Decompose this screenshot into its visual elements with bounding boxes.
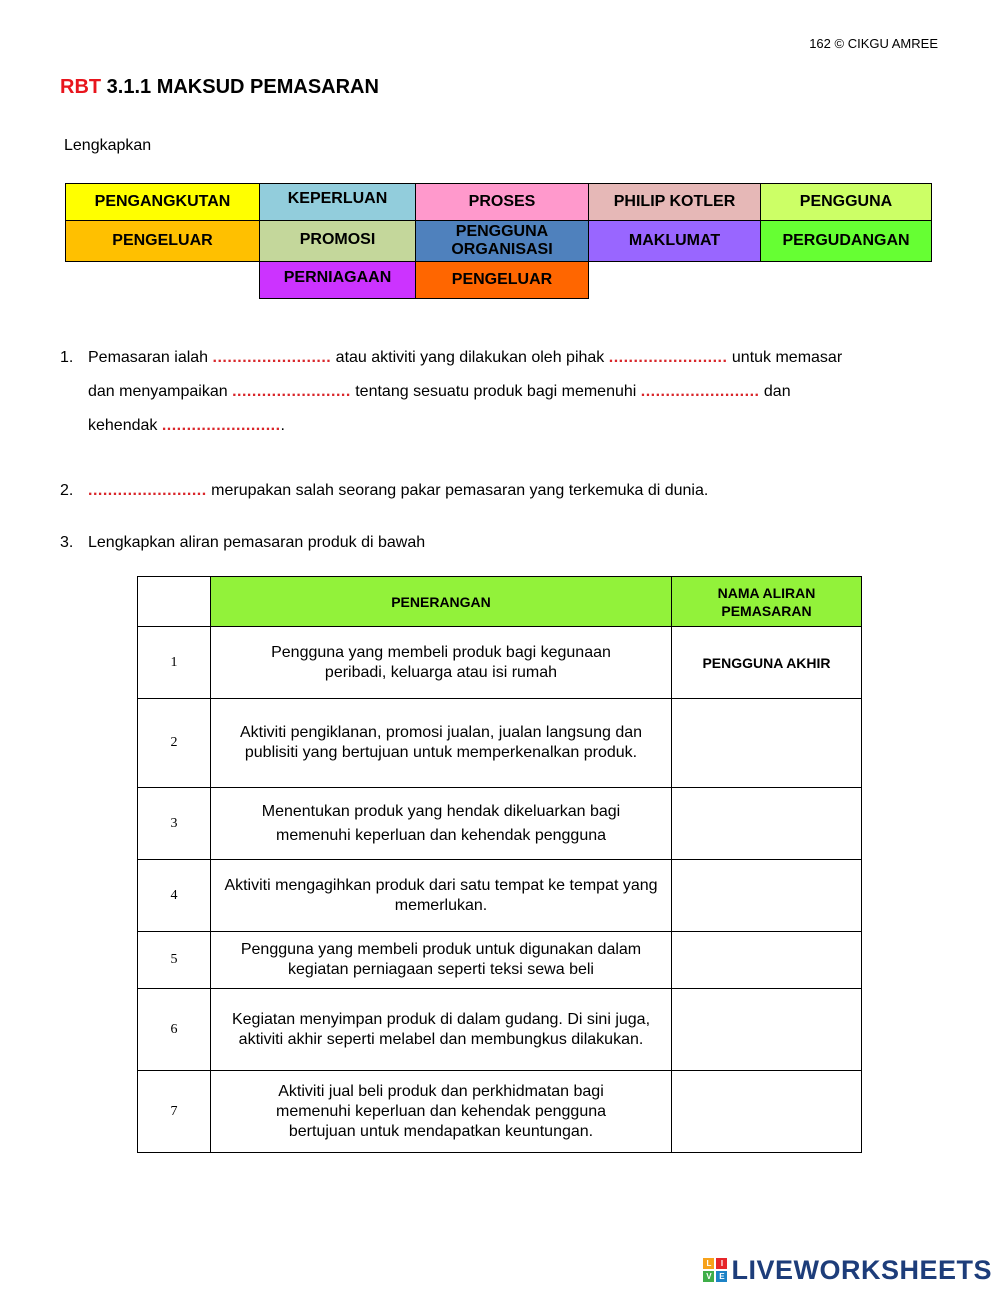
page-title xyxy=(60,76,379,99)
row-answer[interactable] xyxy=(672,932,862,989)
header-flow-name: NAMA ALIRAN PEMASARAN xyxy=(672,577,862,627)
word-bank-item[interactable]: PROSES xyxy=(415,183,589,221)
table-row xyxy=(138,860,862,932)
logo-letter: E xyxy=(716,1271,727,1282)
word-bank-item[interactable]: PENGGUNA xyxy=(760,183,932,221)
word-bank-item[interactable]: PERNIAGAAN xyxy=(259,261,416,299)
logo-letter: I xyxy=(716,1258,727,1269)
q2-text: merupakan salah seorang pakar pemasaran yang terkemuka di dunia. xyxy=(211,482,709,499)
row-answer[interactable] xyxy=(672,860,862,932)
row-number: 3 xyxy=(138,788,211,860)
row-description: Aktiviti jual beli produk dan perkhidmatan bagi memenuhi keperluan dan kehendak pengguna bertujuan untuk mendapatkan keuntungan. xyxy=(211,1071,672,1153)
row-number: 2 xyxy=(138,699,211,788)
word-bank-item[interactable]: PENGANGKUTAN xyxy=(65,183,260,221)
row-number: 5 xyxy=(138,932,211,989)
logo-letter: L xyxy=(703,1258,714,1269)
row-answer[interactable] xyxy=(672,989,862,1071)
answer-blank[interactable]: ........................ xyxy=(640,383,760,400)
question-1-line-2 xyxy=(88,382,791,402)
question-3-number: 3. xyxy=(60,534,74,551)
question-2 xyxy=(60,481,708,501)
q1-text: tentang sesuatu produk bagi memenuhi xyxy=(355,383,637,400)
marketing-flow-table xyxy=(137,576,862,1153)
row-number: 1 xyxy=(138,627,211,699)
row-description: Aktiviti pengiklanan, promosi jualan, jualan langsung dan publisiti yang bertujuan untuk memperkenalkan produk. xyxy=(211,699,672,788)
row-description: Menentukan produk yang hendak dikeluarkan bagi memenuhi keperluan dan kehendak pengguna xyxy=(211,788,672,860)
question-1-line-1 xyxy=(60,348,842,368)
question-1-number: 1. xyxy=(60,349,74,366)
word-bank-item[interactable]: PHILIP KOTLER xyxy=(588,183,761,221)
row-number: 6 xyxy=(138,989,211,1071)
table-header-row xyxy=(138,577,862,627)
row-description: Kegiatan menyimpan produk di dalam gudang. Di sini juga, aktiviti akhir seperti melabel dan membungkus dilakukan. xyxy=(211,989,672,1071)
row-description: Pengguna yang membeli produk bagi kegunaan peribadi, keluarga atau isi rumah xyxy=(211,627,672,699)
table-row xyxy=(138,627,862,699)
title-prefix: RBT xyxy=(60,76,102,98)
question-2-number: 2. xyxy=(60,482,74,499)
row-description: Pengguna yang membeli produk untuk digunakan dalam kegiatan perniagaan seperti teksi sewa beli xyxy=(211,932,672,989)
q1-text: atau aktiviti yang dilakukan oleh pihak xyxy=(335,349,605,366)
answer-blank[interactable]: ........................ xyxy=(161,417,281,434)
table-row xyxy=(138,1071,862,1153)
row-answer[interactable]: PENGGUNA AKHIR xyxy=(672,627,862,699)
row-answer[interactable] xyxy=(672,1071,862,1153)
table-row xyxy=(138,699,862,788)
word-bank-item[interactable]: MAKLUMAT xyxy=(588,220,761,262)
table-row xyxy=(138,989,862,1071)
word-bank-item[interactable]: PENGELUAR xyxy=(415,261,589,299)
word-bank-item[interactable]: PERGUDANGAN xyxy=(760,220,932,262)
word-bank-item[interactable]: PENGGUNA ORGANISASI xyxy=(415,220,589,262)
word-bank-item[interactable]: KEPERLUAN xyxy=(259,183,416,221)
answer-blank[interactable]: ........................ xyxy=(88,482,207,499)
page-credit: 162 © CIKGU AMREE xyxy=(809,36,938,51)
liveworksheets-brand xyxy=(703,1255,992,1285)
liveworksheets-wordmark: LIVEWORKSHEETS xyxy=(731,1254,992,1285)
answer-blank[interactable]: ........................ xyxy=(232,383,351,400)
word-bank-item[interactable]: PROMOSI xyxy=(259,220,416,262)
answer-blank[interactable]: ........................ xyxy=(608,349,728,366)
instruction-text: Lengkapkan xyxy=(64,137,152,154)
row-answer[interactable] xyxy=(672,788,862,860)
row-number: 7 xyxy=(138,1071,211,1153)
q3-text: Lengkapkan aliran pemasaran produk di bawah xyxy=(88,534,426,551)
header-number xyxy=(138,577,211,627)
question-3 xyxy=(60,533,425,553)
table-row xyxy=(138,788,862,860)
q1-text: Pemasaran ialah xyxy=(88,349,209,366)
row-description: Aktiviti mengagihkan produk dari satu tempat ke tempat yang memerlukan. xyxy=(211,860,672,932)
question-1-line-3 xyxy=(88,416,285,436)
answer-blank[interactable]: ........................ xyxy=(212,349,332,366)
q1-text: dan xyxy=(763,383,791,400)
header-description: PENERANGAN xyxy=(211,577,672,627)
logo-letter: V xyxy=(703,1271,714,1282)
liveworksheets-logo-icon xyxy=(703,1258,727,1282)
q1-text: . xyxy=(280,417,285,434)
table-row xyxy=(138,932,862,989)
row-number: 4 xyxy=(138,860,211,932)
word-bank-item[interactable]: PENGELUAR xyxy=(65,220,260,262)
title-text: 3.1.1 MAKSUD PEMASARAN xyxy=(101,76,379,98)
q1-text: dan menyampaikan xyxy=(88,383,228,400)
q1-text: untuk memasar xyxy=(731,349,843,366)
row-answer[interactable] xyxy=(672,699,862,788)
q1-text: kehendak xyxy=(88,417,158,434)
